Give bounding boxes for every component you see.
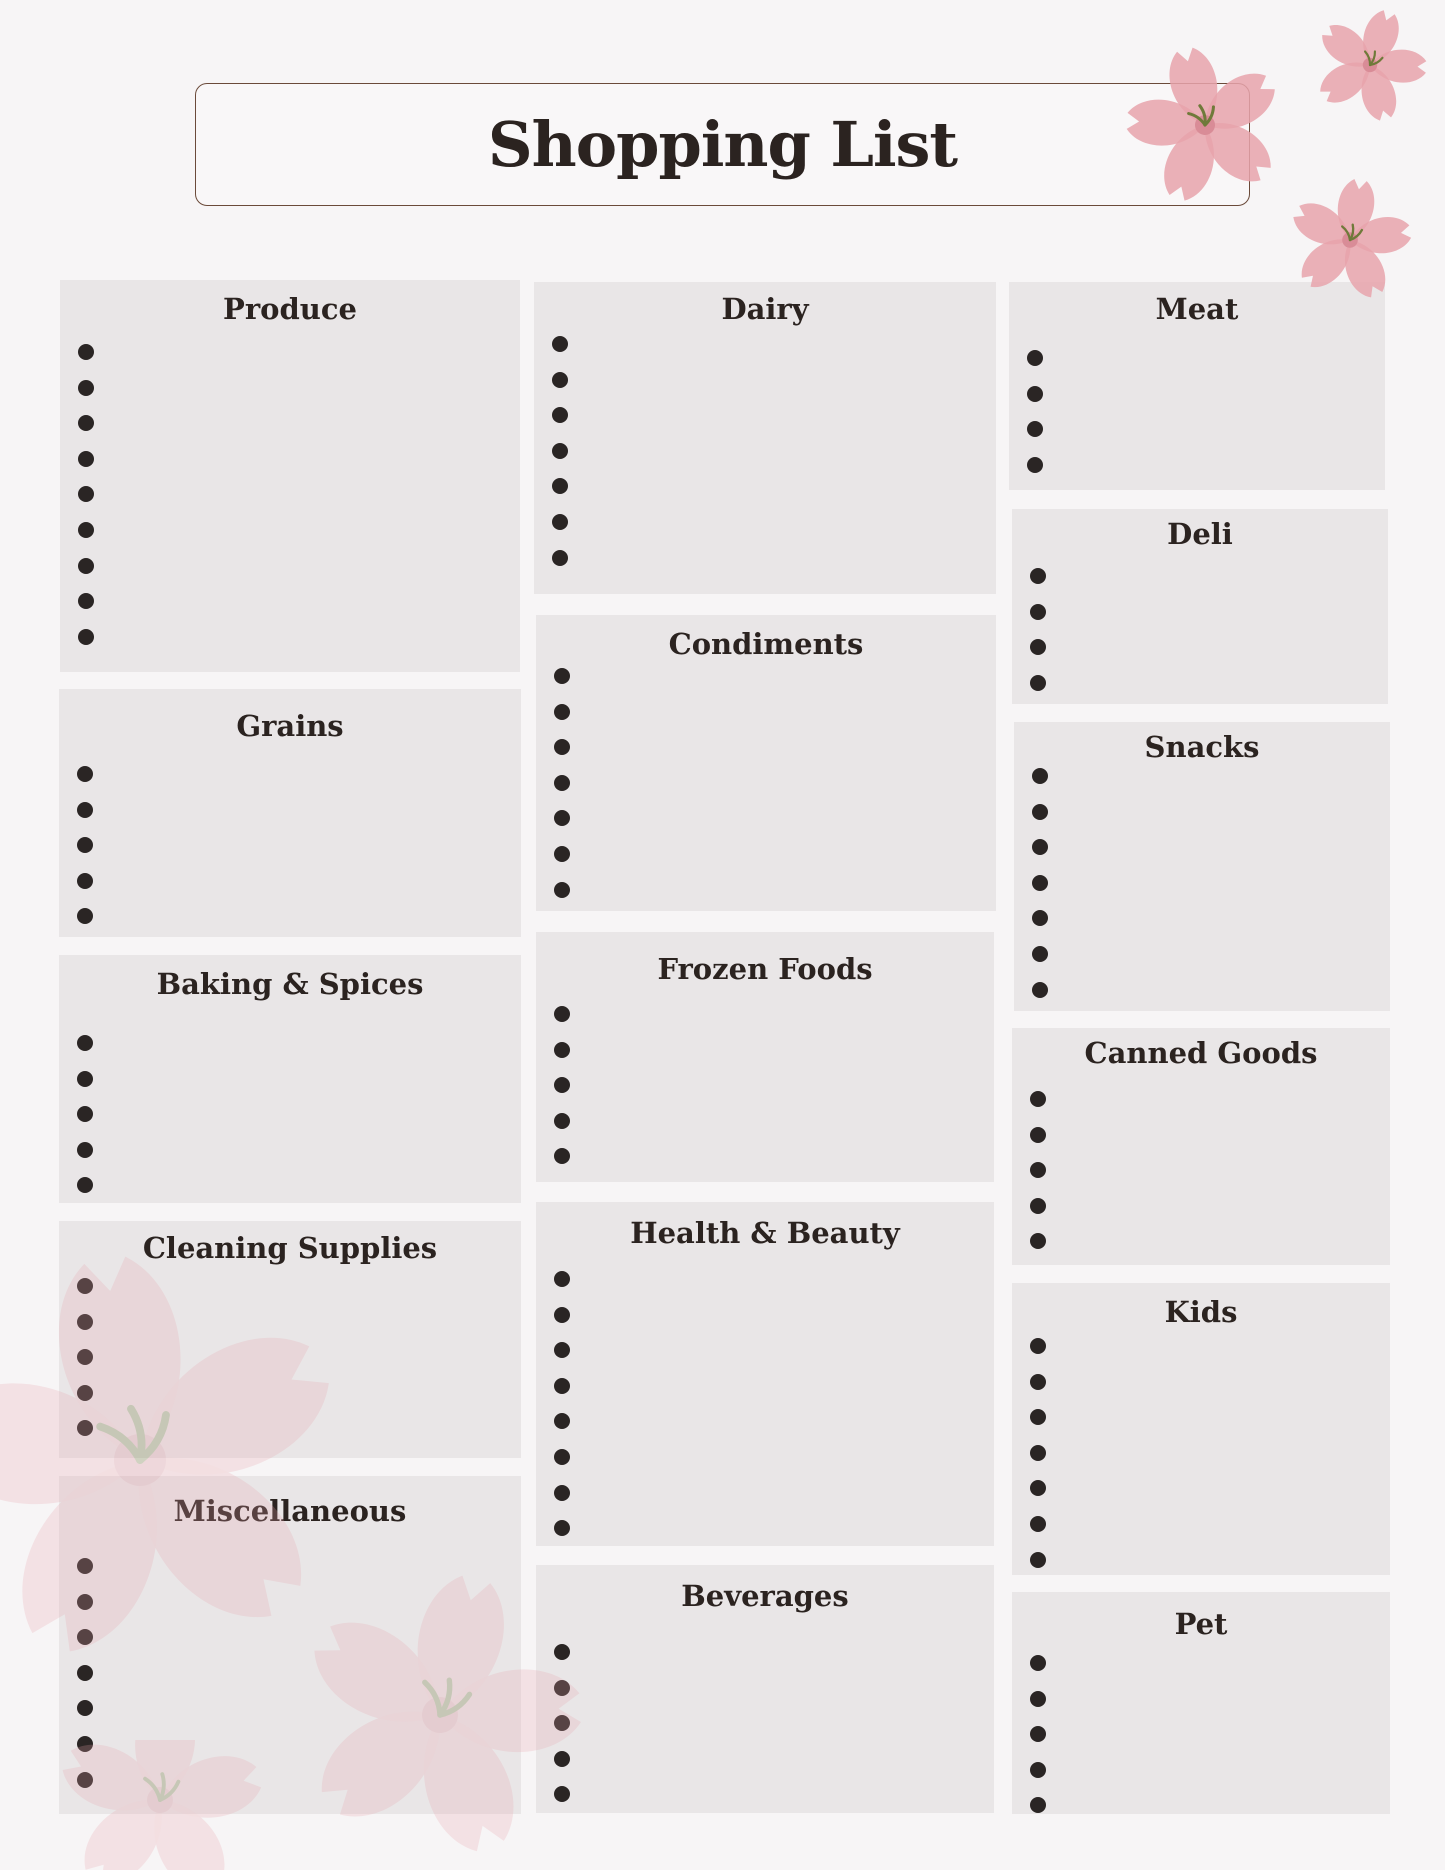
section-produce — [60, 280, 520, 672]
stamen-shape — [1370, 51, 1376, 65]
bullet-list — [1030, 1091, 1046, 1269]
bullet-point — [1030, 1762, 1046, 1778]
bullet-point — [554, 1680, 570, 1696]
stamen-shape — [1342, 226, 1351, 240]
bullet-point — [1030, 1409, 1046, 1425]
section-title: Baking & Spices — [156, 967, 424, 1001]
bullet-point — [77, 1278, 93, 1294]
section-title: Kids — [1164, 1295, 1238, 1329]
bullet-point — [552, 550, 568, 566]
bullet-list — [1027, 350, 1043, 492]
bullet-point — [1030, 1552, 1046, 1568]
petal-shape — [1348, 214, 1413, 258]
bullet-point — [554, 810, 570, 826]
petal-shape — [1354, 7, 1404, 71]
bullet-point — [552, 514, 568, 530]
bullet-point — [554, 1307, 570, 1323]
bullet-point — [1030, 1726, 1046, 1742]
flower-center — [1341, 231, 1359, 249]
section-pet — [1012, 1592, 1390, 1814]
section-frozen-foods — [536, 932, 994, 1182]
cherry-blossom-icon — [1295, 0, 1445, 130]
title-box — [195, 83, 1250, 206]
bullet-point — [78, 451, 94, 467]
section-title: Beverages — [681, 1579, 849, 1613]
bullet-point — [1030, 1374, 1046, 1390]
bullet-point — [1030, 1162, 1046, 1178]
section-beverages — [536, 1565, 994, 1813]
bullet-point — [554, 1342, 570, 1358]
bullet-list — [77, 1558, 93, 1807]
bullet-point — [77, 802, 93, 818]
bullet-point — [77, 1071, 93, 1087]
bullet-point — [1030, 1445, 1046, 1461]
bullet-list — [554, 1271, 570, 1556]
bullet-point — [77, 1594, 93, 1610]
section-kids — [1012, 1283, 1390, 1575]
section-title: Miscellaneous — [173, 1494, 407, 1528]
bullet-point — [1027, 421, 1043, 437]
bullet-point — [1030, 639, 1046, 655]
bullet-point — [1027, 386, 1043, 402]
petal-shape — [1288, 196, 1359, 256]
bullet-point — [554, 668, 570, 684]
bullet-list — [78, 344, 94, 664]
bullet-point — [554, 1413, 570, 1429]
bullet-point — [554, 1077, 570, 1093]
petal-shape — [1369, 48, 1426, 83]
petal-shape — [1354, 60, 1401, 123]
bullet-list — [552, 336, 568, 585]
bullet-point — [77, 1314, 93, 1330]
bullet-point — [78, 486, 94, 502]
bullet-point — [77, 1772, 93, 1788]
bullet-point — [1032, 804, 1048, 820]
bullet-point — [1030, 1127, 1046, 1143]
section-title: Frozen Foods — [657, 952, 873, 986]
bullet-point — [78, 415, 94, 431]
bullet-point — [554, 1271, 570, 1287]
petal-shape — [1314, 51, 1379, 110]
bullet-point — [1030, 604, 1046, 620]
bullet-point — [77, 873, 93, 889]
bullet-list — [554, 668, 570, 917]
section-title: Meat — [1155, 292, 1239, 326]
bullet-point — [554, 1520, 570, 1536]
section-snacks — [1014, 722, 1390, 1011]
section-title: Produce — [223, 292, 357, 326]
bullet-point — [77, 1558, 93, 1574]
bullet-point — [1032, 768, 1048, 784]
stamen-shape — [1370, 58, 1383, 66]
section-title: Condiments — [668, 627, 864, 661]
bullet-point — [78, 344, 94, 360]
bullet-point — [554, 1378, 570, 1394]
bullet-point — [77, 1420, 93, 1436]
flower-center — [1361, 56, 1379, 74]
bullet-point — [554, 1485, 570, 1501]
bullet-point — [554, 1715, 570, 1731]
bullet-list — [554, 1006, 570, 1184]
section-baking-spices — [59, 955, 521, 1203]
section-grains — [59, 689, 521, 937]
section-dairy — [534, 282, 996, 594]
bullet-point — [554, 1751, 570, 1767]
bullet-point — [77, 1142, 93, 1158]
bullet-list — [77, 1035, 93, 1213]
section-title: Pet — [1174, 1607, 1228, 1641]
petal-shape — [1316, 17, 1381, 78]
bullet-point — [1030, 675, 1046, 691]
bullet-list — [77, 1278, 93, 1456]
bullet-list — [554, 1644, 570, 1822]
bullet-point — [1030, 568, 1046, 584]
bullet-list — [1030, 1655, 1046, 1833]
section-meat — [1009, 282, 1385, 490]
bullet-point — [554, 882, 570, 898]
bullet-point — [1032, 982, 1048, 998]
bullet-point — [77, 1736, 93, 1752]
bullet-point — [554, 1113, 570, 1129]
bullet-point — [554, 1006, 570, 1022]
section-title: Cleaning Supplies — [142, 1231, 438, 1265]
bullet-point — [77, 908, 93, 924]
bullet-point — [554, 1644, 570, 1660]
stamen-shape — [1350, 230, 1363, 241]
bullet-point — [552, 336, 568, 352]
bullet-point — [77, 1629, 93, 1645]
bullet-point — [554, 1449, 570, 1465]
bullet-point — [1030, 1198, 1046, 1214]
petal-shape — [1332, 177, 1378, 243]
section-title: Canned Goods — [1084, 1036, 1318, 1070]
bullet-point — [77, 1177, 93, 1193]
bullet-point — [1027, 457, 1043, 473]
bullet-point — [78, 629, 94, 645]
section-health-beauty — [536, 1202, 994, 1546]
bullet-list — [1030, 568, 1046, 710]
bullet-point — [552, 372, 568, 388]
bullet-point — [77, 837, 93, 853]
bullet-point — [1030, 1797, 1046, 1813]
bullet-point — [77, 766, 93, 782]
bullet-point — [77, 1385, 93, 1401]
section-condiments — [536, 615, 996, 911]
bullet-point — [1030, 1655, 1046, 1671]
bullet-point — [77, 1106, 93, 1122]
section-cleaning-supplies — [59, 1221, 521, 1458]
bullet-point — [554, 1042, 570, 1058]
bullet-point — [78, 558, 94, 574]
bullet-point — [1030, 1233, 1046, 1249]
bullet-point — [1030, 1691, 1046, 1707]
bullet-point — [552, 478, 568, 494]
bullet-point — [1032, 946, 1048, 962]
page-title: Shopping List — [487, 108, 958, 181]
section-title: Snacks — [1144, 730, 1260, 764]
bullet-point — [554, 846, 570, 862]
bullet-point — [78, 522, 94, 538]
bullet-point — [554, 775, 570, 791]
bullet-point — [78, 380, 94, 396]
bullet-point — [1030, 1091, 1046, 1107]
bullet-point — [554, 1786, 570, 1802]
section-miscellaneous — [59, 1476, 521, 1814]
bullet-point — [1030, 1516, 1046, 1532]
bullet-point — [77, 1700, 93, 1716]
bullet-point — [554, 1148, 570, 1164]
bullet-point — [1030, 1338, 1046, 1354]
bullet-point — [1032, 839, 1048, 855]
section-title: Health & Beauty — [630, 1216, 900, 1250]
section-title: Grains — [236, 709, 344, 743]
bullet-point — [1032, 875, 1048, 891]
bullet-list — [1032, 768, 1048, 1017]
bullet-point — [552, 407, 568, 423]
bullet-point — [554, 739, 570, 755]
section-deli — [1012, 509, 1388, 704]
bullet-list — [77, 766, 93, 944]
bullet-point — [552, 443, 568, 459]
bullet-point — [78, 593, 94, 609]
bullet-point — [1030, 1480, 1046, 1496]
section-title: Dairy — [721, 292, 809, 326]
section-title: Deli — [1167, 517, 1233, 551]
stamen-shape — [1350, 225, 1354, 241]
bullet-point — [1027, 350, 1043, 366]
bullet-point — [77, 1349, 93, 1365]
bullet-point — [1032, 910, 1048, 926]
stamen-shape — [1365, 51, 1371, 65]
bullet-list — [1030, 1338, 1046, 1587]
bullet-point — [77, 1665, 93, 1681]
section-canned-goods — [1012, 1028, 1390, 1265]
bullet-point — [77, 1035, 93, 1051]
bullet-point — [554, 704, 570, 720]
